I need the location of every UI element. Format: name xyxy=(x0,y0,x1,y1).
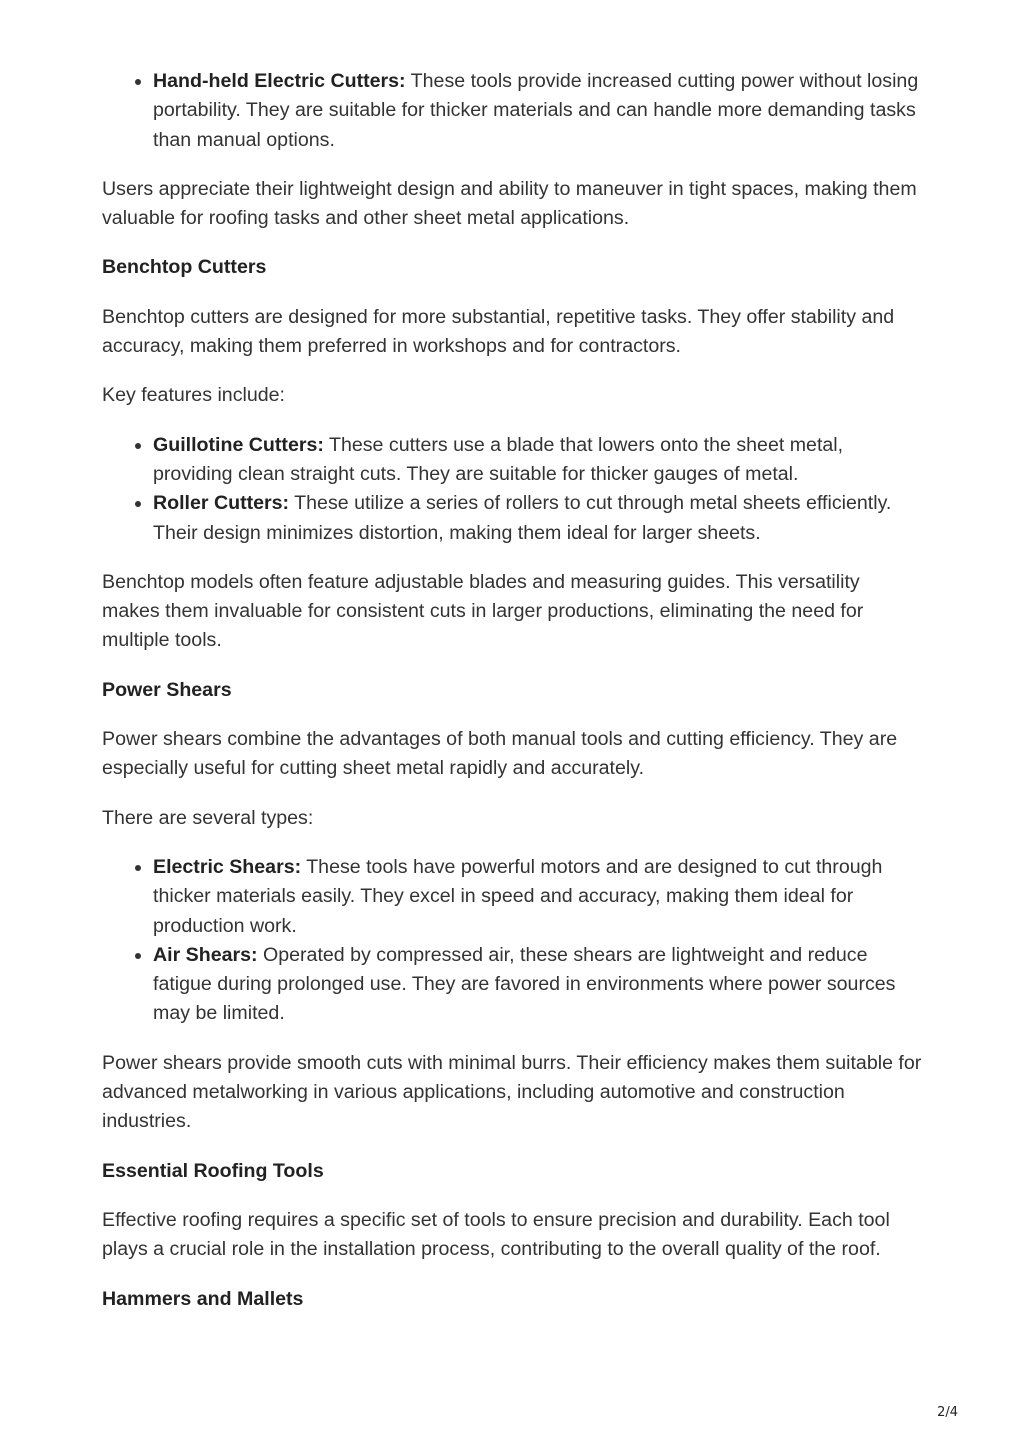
list-item xyxy=(153,941,922,1029)
paragraph-benchtop-models: Benchtop models often feature adjustable blades and measuring guides. This versatility makes them invaluable for consistent cuts in larger productions, eliminating the need for multiple tools. xyxy=(102,570,864,652)
heading-benchtop-cutters: Benchtop Cutters xyxy=(102,256,267,279)
heading-power-shears: Power Shears xyxy=(102,678,232,701)
paragraph-power-smooth: Power shears provide smooth cuts with minimal burrs. Their efficiency makes them suitable for advanced metalworking in various applications, including automotive and construction industries. xyxy=(102,1051,922,1133)
document-body xyxy=(102,67,922,1334)
bullet-list-top xyxy=(102,67,922,155)
list-item-text: These tools provide increased cutting power without losing portability. They are suitable for thicker materials and can handle more demanding tasks than manual options. xyxy=(153,70,919,151)
page-number: 2/4 xyxy=(937,1405,958,1420)
heading-hammers-and-mallets: Hammers and Mallets xyxy=(102,1287,304,1310)
paragraph-power-shears: Power shears combine the advantages of both manual tools and cutting efficiency. They are especially useful for cutting sheet metal rapidly and accurately. xyxy=(102,728,898,780)
heading-essential-roofing-tools: Essential Roofing Tools xyxy=(102,1159,324,1182)
paragraph-key-features: Key features include: xyxy=(102,384,285,407)
list-item xyxy=(153,431,922,490)
list-item xyxy=(153,853,922,941)
list-item-text: Operated by compressed air, these shears are lightweight and reduce fatigue during prolonged use. They are favored in environments where power sources may be limited. xyxy=(153,943,896,1025)
list-item-term: Electric Shears: xyxy=(153,855,302,878)
paragraph-users: Users appreciate their lightweight design and ability to maneuver in tight spaces, making them valuable for roofing tasks and other sheet metal applications. xyxy=(102,177,917,230)
list-item-term: Hand-held Electric Cutters: xyxy=(153,70,406,92)
bullet-list-benchtop xyxy=(102,431,922,548)
list-item-text: These tools have powerful motors and are designed to cut through thicker materials easily. They excel in speed and accuracy, making them ideal for production work. xyxy=(153,855,883,937)
paragraph-roofing: Effective roofing requires a specific set of tools to ensure precision and durability. Each tool plays a crucial role in the installation process, contributing to the overall quality of the roof. xyxy=(102,1208,890,1261)
list-item-text: These utilize a series of rollers to cut through metal sheets efficiently. Their design minimizes distortion, making them ideal for larger sheets. xyxy=(153,492,892,544)
list-item-term: Roller Cutters: xyxy=(153,492,290,515)
list-item-term: Guillotine Cutters: xyxy=(153,433,324,456)
list-item xyxy=(153,489,922,548)
list-item-term: Air Shears: xyxy=(153,943,258,966)
list-item xyxy=(153,67,922,155)
bullet-list-power xyxy=(102,853,922,1029)
paragraph-types: There are several types: xyxy=(102,806,314,829)
list-item-text: These cutters use a blade that lowers onto the sheet metal, providing clean straight cuts. They are suitable for thicker gauges of metal. xyxy=(153,433,844,485)
paragraph-benchtop: Benchtop cutters are designed for more substantial, repetitive tasks. They offer stability and accuracy, making them preferred in workshops and for contractors. xyxy=(102,305,895,358)
